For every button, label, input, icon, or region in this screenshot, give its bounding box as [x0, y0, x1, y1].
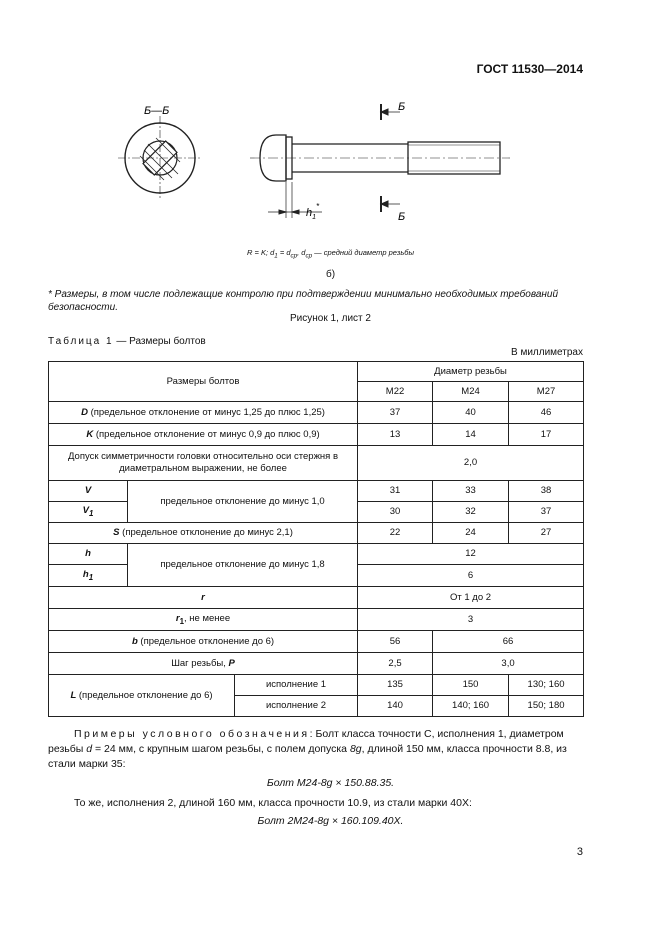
table-row: V предельное отклонение до минус 1,0 31 33 38: [49, 481, 584, 502]
page-number: 3: [576, 846, 583, 858]
cut-label-top: Б: [398, 101, 406, 113]
table-row: D (предельное отклонение от минус 1,25 до плюс 1,25) 37 40 46: [49, 402, 584, 424]
example-paragraph-2: То же, исполнения 2, длиной 160 мм, класса прочности 10.9, из стали марки 40Х:: [74, 797, 472, 809]
table-row: $h_1$ 6: [49, 565, 584, 587]
table-row: K (предельное отклонение от минус 0,9 до плюс 0,9) 13 14 17: [49, 424, 584, 446]
h1-dimension: [268, 182, 322, 218]
table-row: b (предельное отклонение до 6) 56 66: [49, 631, 584, 653]
table-row: S (предельное отклонение до минус 2,1) 22 24 27: [49, 523, 584, 544]
table-row: Допуск симметричности головки относительно оси стержня в диаметральном выражении, не более 2,0: [49, 446, 584, 481]
section-label: Б—Б: [144, 105, 170, 117]
col-m24: М24: [433, 382, 509, 402]
table-row: исполнение 2 140 140; 160 150; 180: [49, 696, 584, 717]
table-head-label: Размеры болтов: [49, 362, 358, 402]
table-units: В миллиметрах: [511, 347, 583, 358]
example-formula-2: Болт 2М24-8g × 160.109.40Х.: [257, 815, 404, 827]
example-formula-1: Болт М24-8g × 150.88.35.: [266, 777, 395, 789]
figure-footnote: * Размеры, в том числе подлежащие контролю при подтверждении минимально необходимых требований безопасности.: [48, 289, 559, 313]
col-m27: М27: [509, 382, 584, 402]
figure-formula: R = K; $d_1 = d_{ср}$, $d_{ср}$ — средний диаметр резьбы: [246, 248, 414, 260]
figure-title: Рисунок 1, лист 2: [290, 313, 371, 324]
section-view: [118, 116, 202, 200]
cut-label-bottom: Б: [398, 211, 406, 223]
example-paragraph-1: Примеры условного обозначения: Болт класса точности С, исполнения 1, диаметром резьбы d = 24 мм, с крупным шагом резьбы, с полем допуска 8g, длиной 150 мм, класса прочности 8.8, из стали марки 35:: [48, 728, 567, 771]
figure-sub-label: б): [325, 269, 336, 280]
table-row: L (предельное отклонение до 6) исполнение 1 135 150 130; 160: [49, 675, 584, 696]
table-row: Шаг резьбы, P 2,5 3,0: [49, 653, 584, 675]
table-row: $r_1$, не менее 3: [49, 609, 584, 631]
bolt-side-view: [250, 135, 510, 181]
table-row: h предельное отклонение до минус 1,8 12: [49, 544, 584, 565]
bolt-drawing: [100, 92, 520, 227]
table-row: $V_1$ 30 32 37: [49, 502, 584, 523]
table-title: Таблица 1 — Размеры болтов: [48, 336, 206, 347]
h1-label: $h_1^*$: [306, 202, 320, 221]
table-row: r От 1 до 2: [49, 587, 584, 609]
table-head-group: Диаметр резьбы: [358, 362, 584, 382]
col-m22: М22: [358, 382, 433, 402]
standard-header: ГОСТ 11530—2014: [476, 62, 583, 76]
bolt-sizes-table: [48, 361, 584, 717]
